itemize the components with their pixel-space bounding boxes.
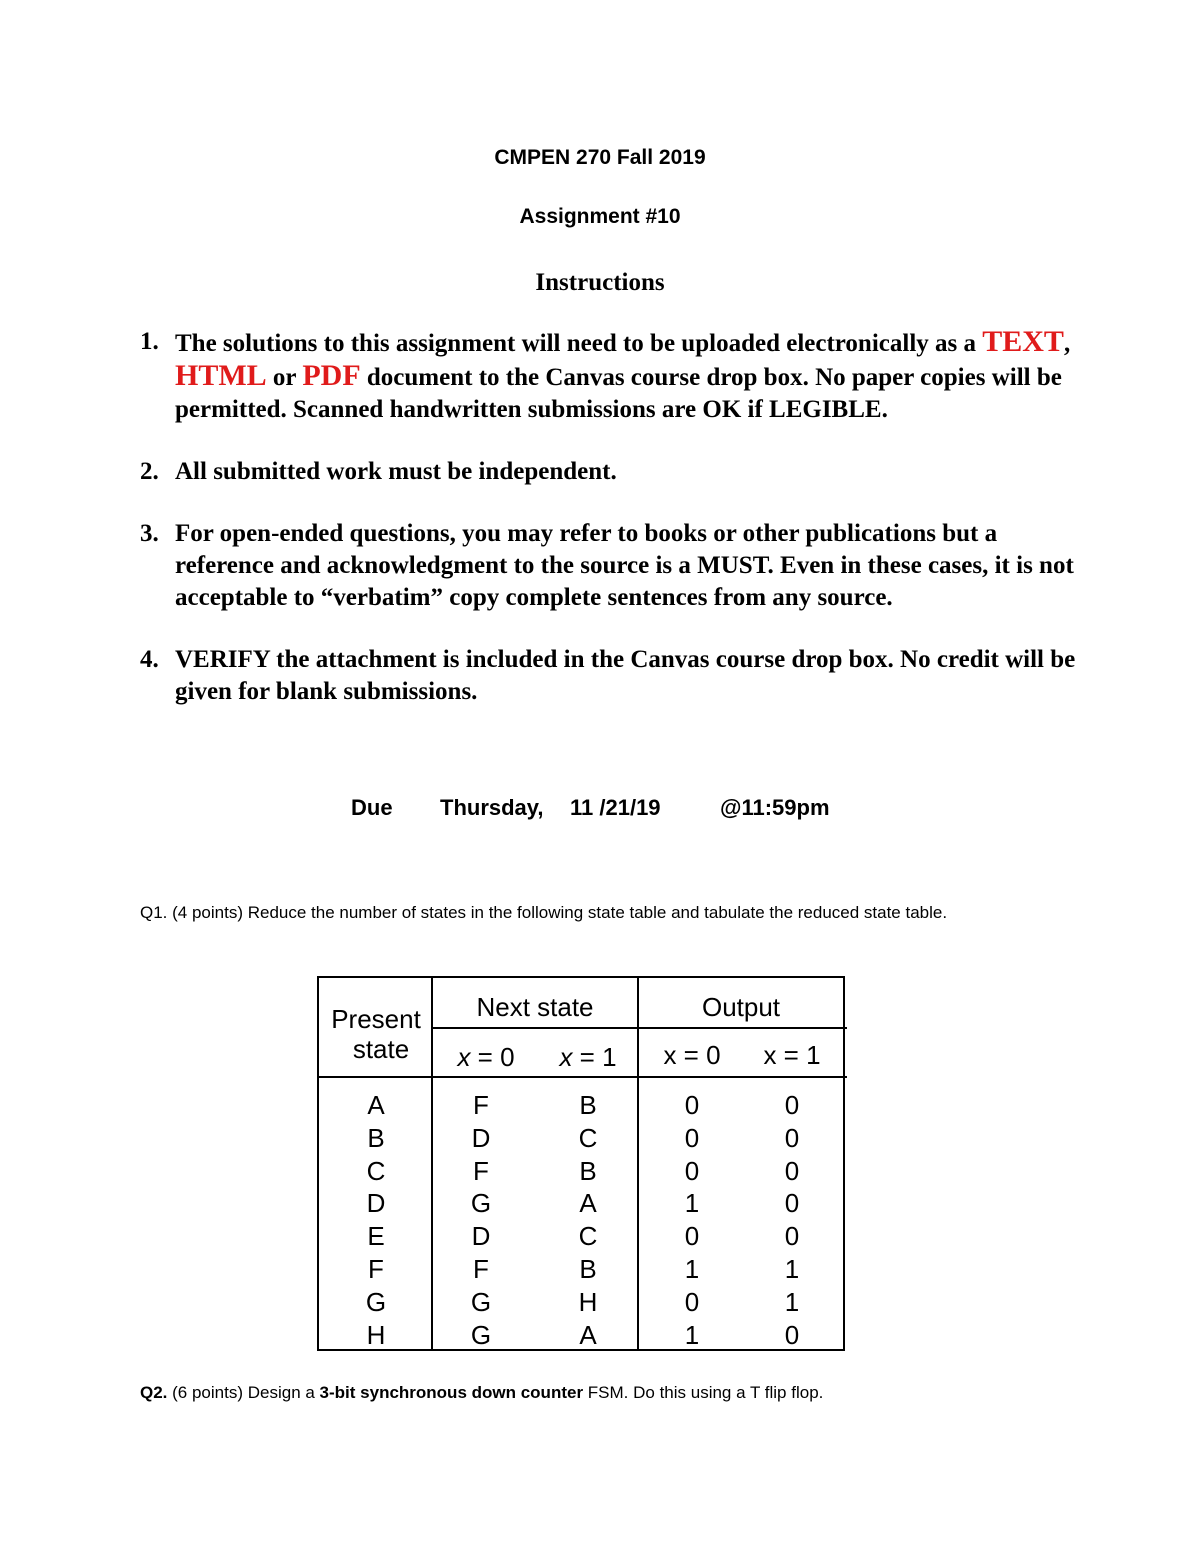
cell-present: D: [366, 1188, 386, 1219]
var-x: x: [457, 1042, 471, 1072]
assignment-title: Assignment #10: [519, 205, 681, 228]
cell-present: H: [366, 1319, 386, 1350]
cell-next1: C: [578, 1122, 598, 1153]
instruction-item-4: [140, 644, 1080, 708]
header-state: state: [352, 1034, 410, 1064]
cell-out1: 0: [784, 1122, 800, 1153]
cell-next0: G: [470, 1286, 492, 1317]
instruction-text: document to the Canvas course drop box. No paper copies will be permitted. Scanned handwritten submissions are OK if LEGIBLE.: [175, 364, 1062, 423]
format-html: HTML: [175, 359, 267, 392]
eq-text: = 0: [477, 1042, 515, 1072]
table-border-left: [317, 976, 319, 1351]
question-text: (4 points) Reduce the number of states in the following state table and tabulate the reduced state table.: [172, 903, 948, 922]
instruction-text: For open-ended questions, you may refer to books or other publications but a reference and acknowledgment to the source is a MUST. Even in these cases, it is not acceptable to “verbatim” copy complete sentences from any source.: [175, 520, 1074, 611]
state-table: [317, 976, 847, 1351]
question-label: Q2.: [140, 1383, 168, 1402]
due-day: Thursday,: [440, 795, 544, 820]
cell-out1: 0: [784, 1221, 800, 1252]
question-2: [140, 1378, 1060, 1407]
instruction-item-2: [140, 456, 1080, 488]
header-present: Present: [331, 1004, 421, 1034]
cell-out0: 1: [684, 1254, 700, 1284]
var-x: x: [559, 1042, 573, 1072]
header-output-x0: x = 0: [663, 1040, 721, 1070]
cell-next1: B: [579, 1155, 597, 1186]
cell-out0: 0: [684, 1090, 700, 1120]
instruction-text: All submitted work must be independent.: [175, 458, 617, 485]
course-title: CMPEN 270 Fall 2019: [494, 146, 706, 169]
cell-present: B: [367, 1122, 385, 1153]
header-subline: [433, 1027, 847, 1029]
question-emphasis: 3-bit synchronous down counter: [319, 1383, 584, 1402]
separator: or: [266, 364, 303, 391]
cell-next1: C: [578, 1221, 598, 1252]
instruction-item-1: [140, 326, 1080, 426]
header-next-state: Next state: [476, 992, 594, 1022]
cell-out0: 1: [684, 1188, 700, 1219]
cell-out0: 0: [684, 1122, 700, 1153]
cell-present: E: [367, 1221, 385, 1252]
eq-text: = 1: [579, 1042, 617, 1072]
cell-out0: 0: [684, 1221, 700, 1252]
cell-next1: B: [579, 1090, 597, 1120]
cell-out1: 0: [784, 1319, 800, 1350]
item-number: 2.: [140, 458, 159, 485]
instruction-item-3: [140, 518, 1080, 614]
item-number: 3.: [140, 520, 159, 547]
format-pdf: PDF: [302, 359, 361, 392]
cell-next0: D: [471, 1122, 491, 1153]
cell-present: G: [365, 1286, 387, 1317]
cell-next0: D: [471, 1221, 491, 1252]
cell-present: C: [366, 1155, 386, 1186]
cell-next1: A: [579, 1319, 597, 1350]
header-output: Output: [701, 992, 781, 1022]
table-border-top: [317, 976, 845, 978]
item-number: 1.: [140, 328, 159, 355]
cell-out0: 1: [684, 1319, 700, 1350]
separator: ,: [1063, 330, 1071, 357]
cell-out1: 0: [784, 1188, 800, 1219]
format-text: TEXT: [982, 325, 1064, 358]
cell-out1: 1: [784, 1254, 800, 1284]
question-label: Q1.: [140, 903, 168, 922]
question-text: FSM. Do this using a T flip flop.: [583, 1383, 824, 1402]
cell-present: F: [368, 1254, 384, 1284]
due-date: 11 /21/19: [570, 795, 661, 820]
cell-next1: B: [579, 1254, 597, 1284]
cell-next0: G: [470, 1188, 492, 1219]
header-output-x1: x = 1: [763, 1040, 821, 1070]
instructions-heading: Instructions: [535, 269, 665, 296]
cell-next0: F: [473, 1155, 489, 1186]
instruction-text: VERIFY the attachment is included in the Canvas course drop box. No credit will be given for blank submissions.: [175, 646, 1076, 705]
cell-out1: 1: [784, 1286, 800, 1317]
table-border-right: [843, 978, 845, 1351]
cell-present: A: [367, 1090, 385, 1120]
cell-out1: 0: [784, 1155, 800, 1186]
cell-next0: F: [473, 1090, 489, 1120]
cell-next1: H: [578, 1286, 598, 1317]
item-number: 4.: [140, 646, 159, 673]
cell-next0: G: [470, 1319, 492, 1350]
header-next-x1: [543, 1042, 633, 1073]
header-bottom-line: [317, 1076, 847, 1078]
due-time: @11:59pm: [720, 795, 830, 820]
instruction-text: The solutions to this assignment will need to be uploaded electronically as a: [175, 330, 983, 357]
due-label: Due: [351, 795, 393, 820]
cell-out0: 0: [684, 1286, 700, 1317]
table-divider-2: [637, 978, 639, 1351]
question-text: (6 points) Design a: [172, 1383, 320, 1402]
cell-out0: 0: [684, 1155, 700, 1186]
cell-next0: F: [473, 1254, 489, 1284]
header-next-x0: [441, 1042, 531, 1073]
instructions-list: [140, 326, 1080, 738]
question-1: [140, 898, 1060, 927]
cell-out1: 0: [784, 1090, 800, 1120]
cell-next1: A: [579, 1188, 597, 1219]
